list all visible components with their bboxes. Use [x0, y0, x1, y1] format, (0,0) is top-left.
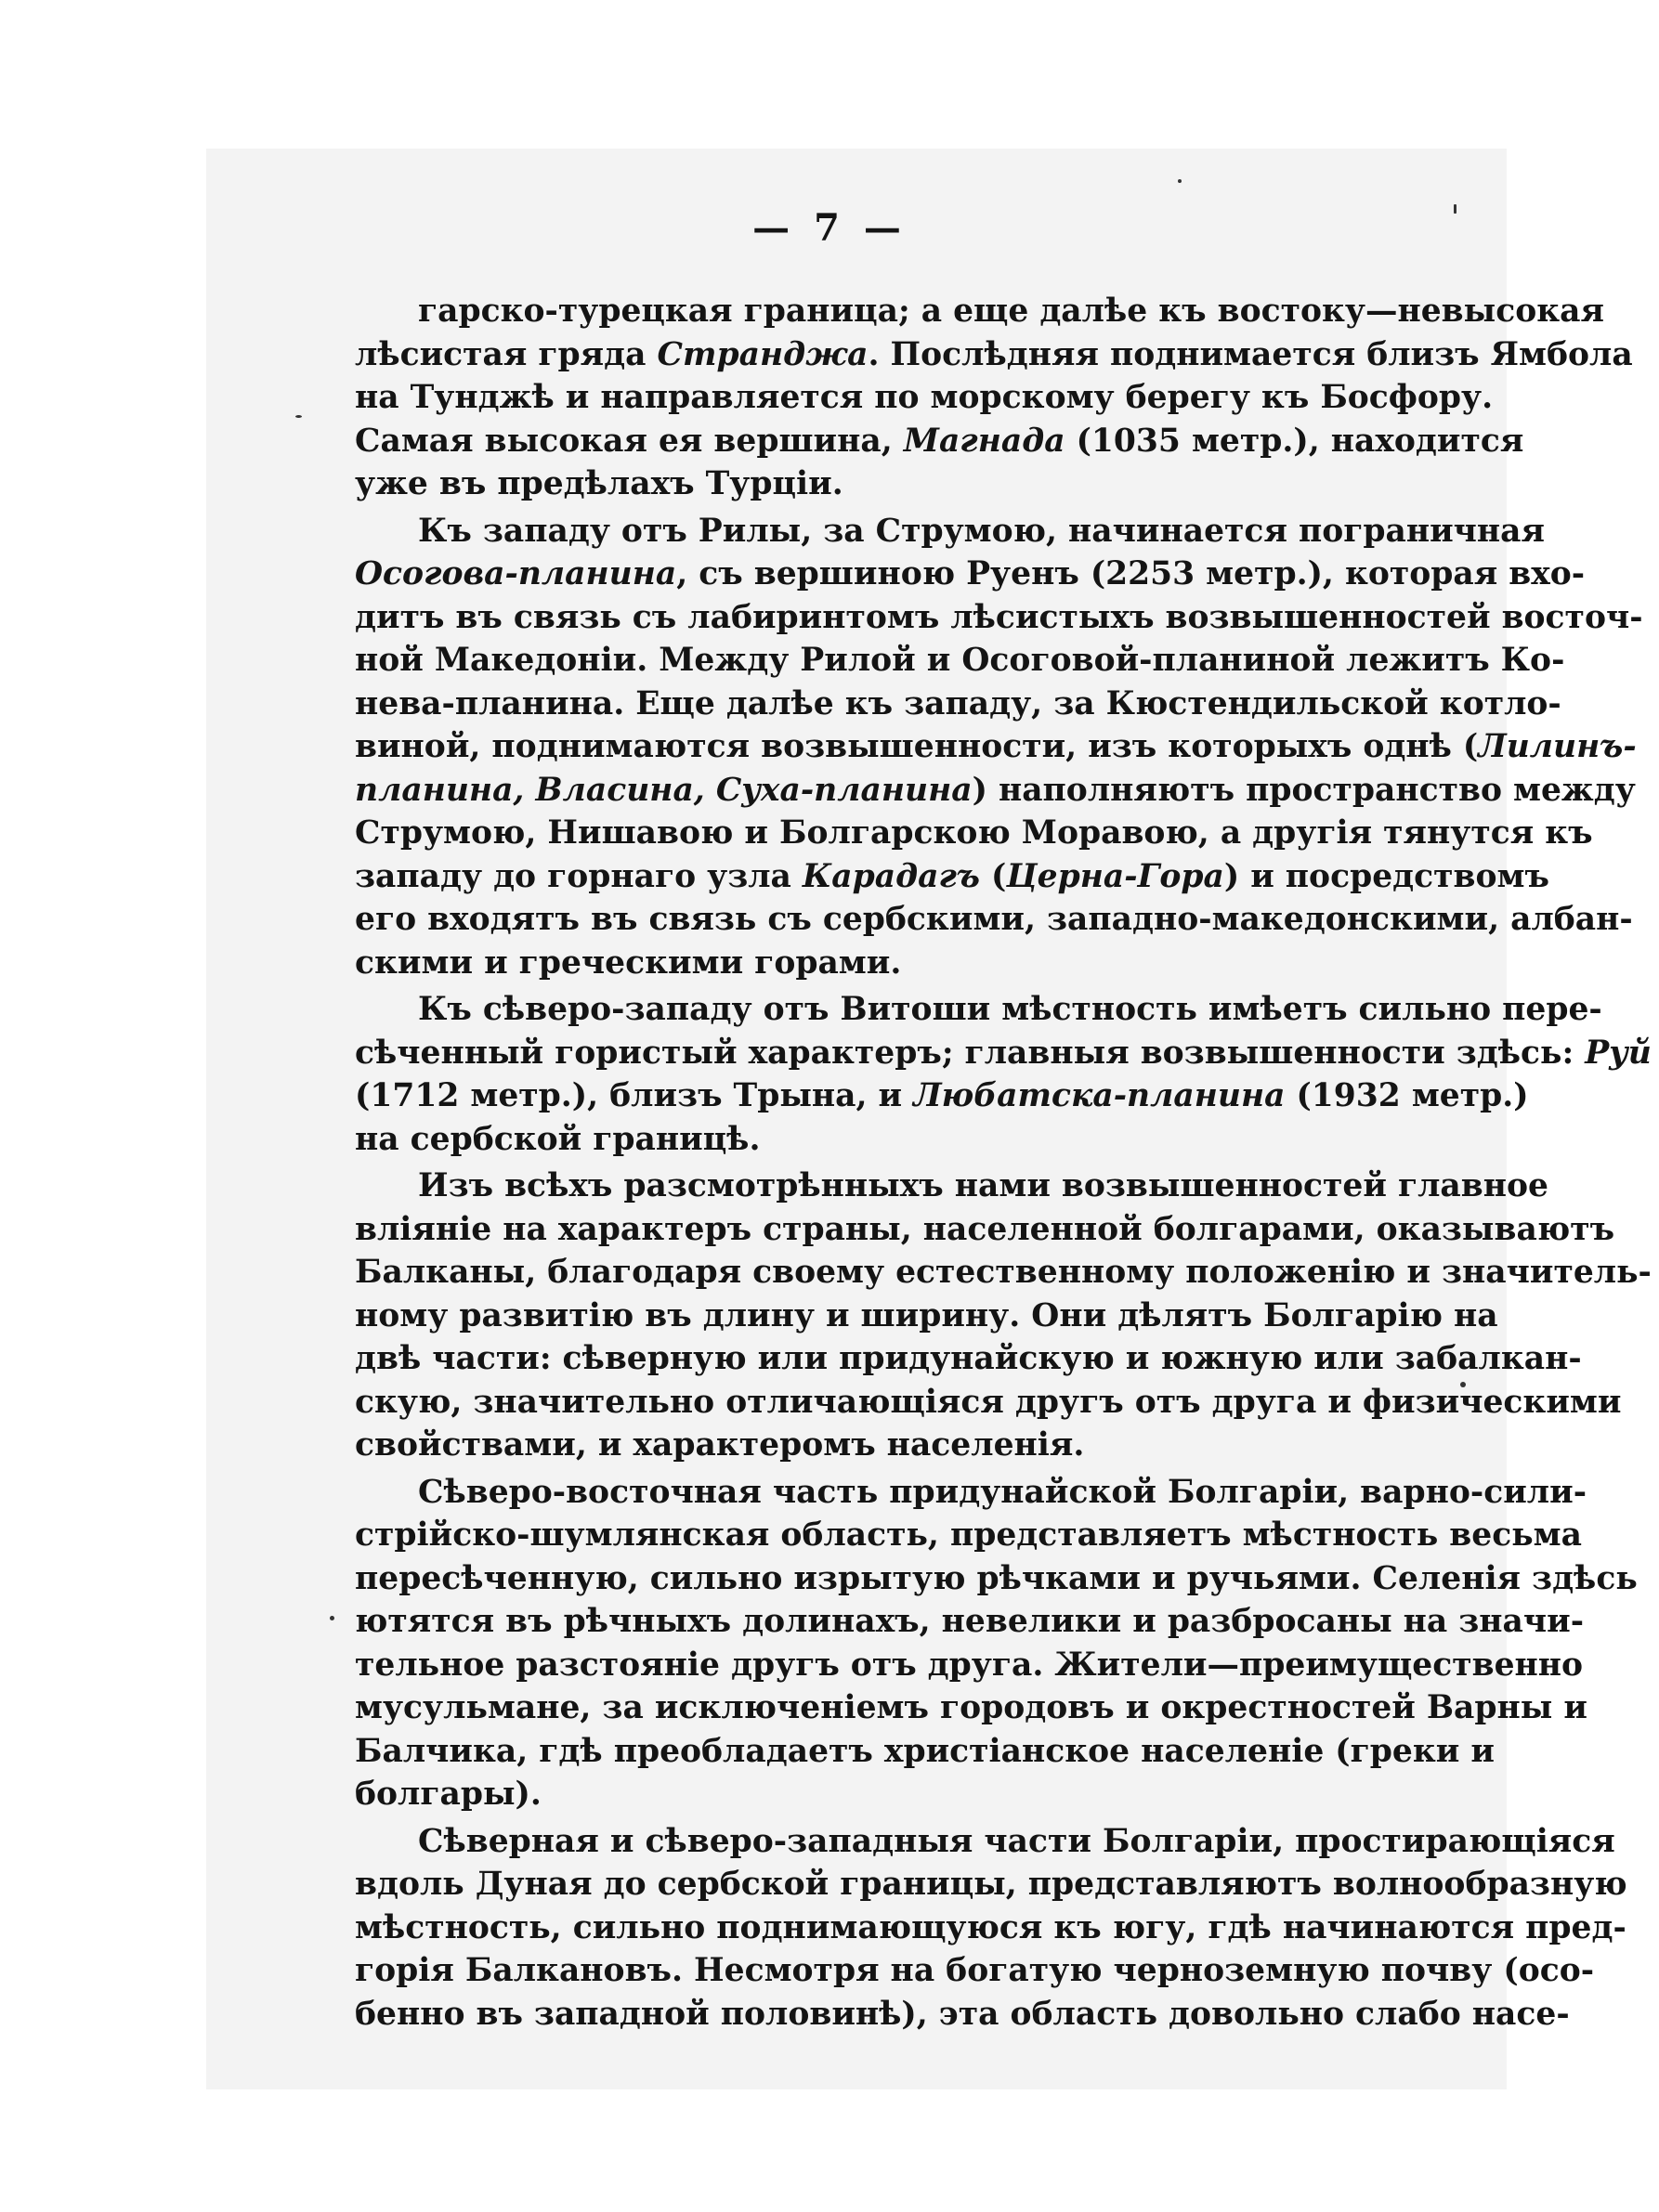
- page-number: — 7 —: [752, 206, 907, 250]
- text-line: [355, 1074, 1529, 1118]
- text-line: [355, 1773, 1455, 1816]
- text-run: стрійско-шумлянская область, представляетъ мѣстность весьма: [355, 1516, 1582, 1554]
- text-line: [355, 510, 1546, 553]
- text-line: [355, 1686, 1587, 1730]
- text-run: мѣстность, сильно поднимающуюся къ югу, гдѣ начинаются пред-: [355, 1908, 1626, 1946]
- text-line: [355, 1165, 1548, 1208]
- text-run: (1712 метр.), близъ Трына, и: [355, 1077, 914, 1114]
- text-line: [355, 420, 1524, 463]
- text-run: Изъ всѣхъ разсмотрѣнныхъ нами возвышенностей главное: [418, 1167, 1548, 1204]
- text-line: [355, 988, 1602, 1032]
- italic-term: Карадагъ: [802, 857, 980, 895]
- italic-term: Церна-Гора: [1006, 857, 1224, 895]
- text-run: скими и греческими горами.: [355, 943, 902, 982]
- paragraph: [355, 510, 1643, 985]
- text-run: тельное разстояніе другъ отъ друга. Жители—преимущественно: [355, 1646, 1584, 1684]
- scan-speck: [295, 415, 302, 418]
- paragraph: [355, 290, 1633, 506]
- text-run: сѣченный гористый характеръ; главныя возвышенности здѣсь:: [355, 1034, 1586, 1072]
- text-run: пересѣченную, сильно изрытую рѣчками и ручьями. Селенія здѣсь: [355, 1559, 1638, 1597]
- text-run: Къ сѣверо-западу отъ Витоши мѣстность имѣетъ сильно пере-: [418, 991, 1602, 1028]
- text-line: [355, 1471, 1587, 1515]
- text-run: его входятъ въ связь съ сербскими, западно-македонскими, албан-: [355, 901, 1633, 938]
- text-line: [355, 1118, 1455, 1162]
- text-line: [355, 942, 1455, 985]
- text-run: бенно въ западной половинѣ), эта область довольно слабо насе-: [355, 1995, 1570, 2033]
- text-line: [355, 1644, 1584, 1687]
- text-run: вдоль Дуная до сербской границы, представляютъ волнообразную: [355, 1866, 1627, 1903]
- text-line: [355, 1557, 1638, 1601]
- text-run: ) и посредствомъ: [1223, 857, 1549, 895]
- italic-term: Руй: [1585, 1034, 1652, 1072]
- text-line: [355, 683, 1561, 726]
- text-run: уже въ предѣлахъ Турціи.: [355, 465, 843, 502]
- paragraph: [355, 1165, 1652, 1467]
- text-run: Струмою, Нишавою и Болгарскою Моравою, а другія тянутся къ: [355, 814, 1593, 852]
- text-line: [355, 1208, 1615, 1252]
- text-run: гарско-турецкая граница; а еще далѣе къ востоку—невысокая: [418, 293, 1605, 330]
- text-line: [355, 639, 1565, 683]
- text-run: двѣ части: сѣверную или придунайскую и южную или забалкан-: [355, 1340, 1582, 1377]
- text-run: ному развитію въ длину и ширину. Они дѣлятъ Болгарію на: [355, 1296, 1498, 1334]
- text-line: [355, 1251, 1652, 1295]
- text-line: [355, 1906, 1626, 1950]
- text-run: лѣсистая гряда: [355, 335, 658, 373]
- text-line: [355, 855, 1549, 899]
- text-line: [355, 1381, 1622, 1425]
- text-run: нева-планина. Еще далѣе къ западу, за Кюстендильской котло-: [355, 684, 1561, 722]
- text-run: (1035 метр.), находится: [1065, 422, 1524, 460]
- paragraph: [355, 1820, 1627, 2036]
- text-line: [355, 1337, 1582, 1381]
- text-run: горія Балкановъ. Несмотря на богатую черноземную почву (осо-: [355, 1952, 1595, 1989]
- text-run: (: [979, 857, 1007, 895]
- text-run: ной Македоніи. Между Рилой и Осоговой-планиной лежитъ Ко-: [355, 642, 1565, 679]
- text-line: [355, 1295, 1498, 1338]
- text-run: Сѣверная и сѣверо-западныя части Болгаріи, простирающіяся: [418, 1822, 1615, 1860]
- text-line: [355, 898, 1633, 942]
- text-line: [355, 553, 1586, 596]
- text-run: мусульмане, за исключеніемъ городовъ и окрестностей Варны и: [355, 1689, 1587, 1726]
- text-run: болгары).: [355, 1776, 542, 1813]
- text-run: Сѣверо-восточная часть придунайской Болгаріи, варно-сили-: [418, 1473, 1587, 1511]
- text-line: [355, 290, 1605, 333]
- text-run: (1932 метр.): [1285, 1077, 1529, 1114]
- text-run: ) наполняютъ пространство между: [972, 771, 1636, 809]
- text-line: [355, 725, 1637, 769]
- text-line: [355, 812, 1593, 855]
- italic-term: Осогова-планина: [355, 555, 677, 592]
- text-run: западу до горнаго узла: [355, 857, 803, 895]
- paragraph: [355, 1471, 1638, 1816]
- text-line: [355, 376, 1494, 420]
- paragraph: [355, 988, 1652, 1161]
- text-run: Къ западу отъ Рилы, за Струмою, начинается пограничная: [418, 512, 1546, 550]
- scan-speck: [330, 1616, 334, 1620]
- text-line: [355, 1993, 1570, 2036]
- text-line: [355, 1600, 1585, 1644]
- text-line: [355, 1863, 1627, 1906]
- text-line: [355, 769, 1636, 813]
- text-run: Балканы, благодаря своему естественному положенію и значитель-: [355, 1254, 1652, 1291]
- text-line: [355, 462, 1455, 506]
- text-line: [355, 1820, 1615, 1864]
- text-line: [355, 1424, 1455, 1467]
- body-text: [355, 290, 1652, 2036]
- text-run: , съ вершиною Руенъ (2253 метр.), которая вхо-: [676, 555, 1586, 592]
- text-run: вліяніе на характеръ страны, населенной болгарами, оказываютъ: [355, 1210, 1615, 1248]
- text-run: скую, значительно отличающіяся другъ отъ друга и физическими: [355, 1383, 1622, 1421]
- text-line: [355, 596, 1643, 640]
- italic-term: Странджа: [657, 335, 869, 373]
- text-run: Балчика, гдѣ преобладаетъ христіанское населеніе (греки и: [355, 1732, 1495, 1770]
- italic-term: Любатска-планина: [913, 1077, 1286, 1114]
- text-run: свойствами, и характеромъ населенія.: [355, 1426, 1085, 1464]
- text-line: [355, 1949, 1595, 1993]
- text-run: Самая высокая ея вершина,: [355, 422, 904, 460]
- text-run: дитъ въ связь съ лабиринтомъ лѣсистыхъ возвышенностей восточ-: [355, 598, 1643, 636]
- italic-term: Магнада: [903, 422, 1065, 460]
- text-run: . Послѣдняя поднимается близъ Ямбола: [868, 335, 1633, 373]
- text-run: на Тунджѣ и направляется по морскому берегу къ Босфору.: [355, 379, 1494, 416]
- text-run: виной, поднимаются возвышенности, изъ которыхъ однѣ (: [355, 728, 1479, 765]
- italic-term: Лилинъ-: [1478, 728, 1637, 765]
- scan-speck: [1178, 179, 1182, 183]
- text-line: [355, 1730, 1495, 1774]
- text-line: [355, 1514, 1582, 1557]
- text-line: [355, 1032, 1652, 1075]
- italic-term: планина, Власина, Суха-планина: [355, 771, 973, 809]
- text-run: на сербской границѣ.: [355, 1120, 761, 1158]
- text-line: [355, 333, 1633, 377]
- text-run: ютятся въ рѣчныхъ долинахъ, невелики и разбросаны на значи-: [355, 1603, 1585, 1640]
